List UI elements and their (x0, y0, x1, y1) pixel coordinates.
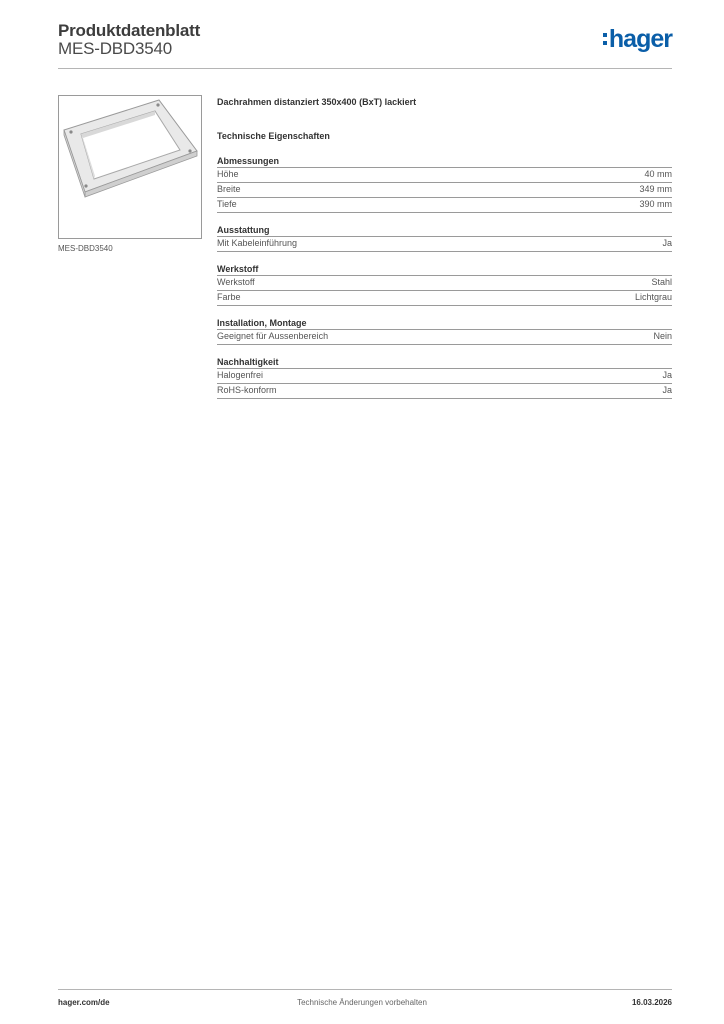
page-header (58, 20, 672, 68)
spec-value: 390 mm (639, 199, 672, 209)
frame-image-icon (59, 96, 201, 238)
spec-row (217, 384, 672, 399)
spec-label: Höhe (217, 169, 239, 179)
document-title: Produktdatenblatt (58, 21, 201, 40)
spec-section (217, 264, 672, 306)
spec-row (217, 369, 672, 384)
product-name: Dachrahmen distanziert 350x400 (BxT) lackiert (217, 97, 417, 107)
spec-value: Nein (653, 331, 672, 341)
spec-label: Breite (217, 184, 241, 194)
tech-heading: Technische Eigenschaften (217, 131, 330, 141)
spec-value: Ja (662, 370, 672, 380)
spec-value: Stahl (651, 277, 672, 287)
logo-text: hager (608, 25, 672, 53)
specs-content (217, 96, 672, 399)
spec-label: Geeignet für Aussenbereich (217, 331, 329, 341)
section-title: Werkstoff (217, 264, 672, 276)
document-subtitle: MES-DBD3540 (58, 39, 173, 58)
spec-value: 349 mm (639, 184, 672, 194)
spec-section (217, 156, 672, 213)
spec-row (217, 291, 672, 306)
spec-row (217, 276, 672, 291)
spec-row (217, 168, 672, 183)
spec-value: Ja (662, 238, 672, 248)
spec-label: Halogenfrei (217, 370, 264, 380)
spec-value: Ja (662, 385, 672, 395)
footer-website[interactable]: hager.com/de (58, 998, 110, 1007)
spec-section (217, 318, 672, 345)
logo-dots-icon (603, 33, 607, 49)
section-title: Abmessungen (217, 156, 672, 168)
section-title: Installation, Montage (217, 318, 672, 330)
spec-value: 40 mm (644, 169, 672, 179)
footer-disclaimer: Technische Änderungen vorbehalten (297, 998, 427, 1007)
spec-label: Werkstoff (217, 277, 255, 287)
header-divider (58, 68, 672, 69)
spec-section (217, 225, 672, 252)
spec-label: RoHS-konform (217, 385, 277, 395)
footer-divider (58, 989, 672, 990)
spec-row (217, 198, 672, 213)
spec-row (217, 183, 672, 198)
spec-row (217, 330, 672, 345)
spec-label: Mit Kabeleinführung (217, 238, 298, 248)
spec-label: Farbe (217, 292, 241, 302)
image-caption: MES-DBD3540 (58, 244, 113, 253)
footer-date: 16.03.2026 (631, 998, 672, 1007)
spec-sections (217, 156, 672, 399)
hager-logo (603, 26, 672, 52)
section-title: Ausstattung (217, 225, 672, 237)
section-title: Nachhaltigkeit (217, 357, 672, 369)
spec-row (217, 237, 672, 252)
spec-value: Lichtgrau (634, 292, 672, 302)
spec-section (217, 357, 672, 399)
spec-label: Tiefe (217, 199, 237, 209)
product-image (58, 95, 202, 239)
